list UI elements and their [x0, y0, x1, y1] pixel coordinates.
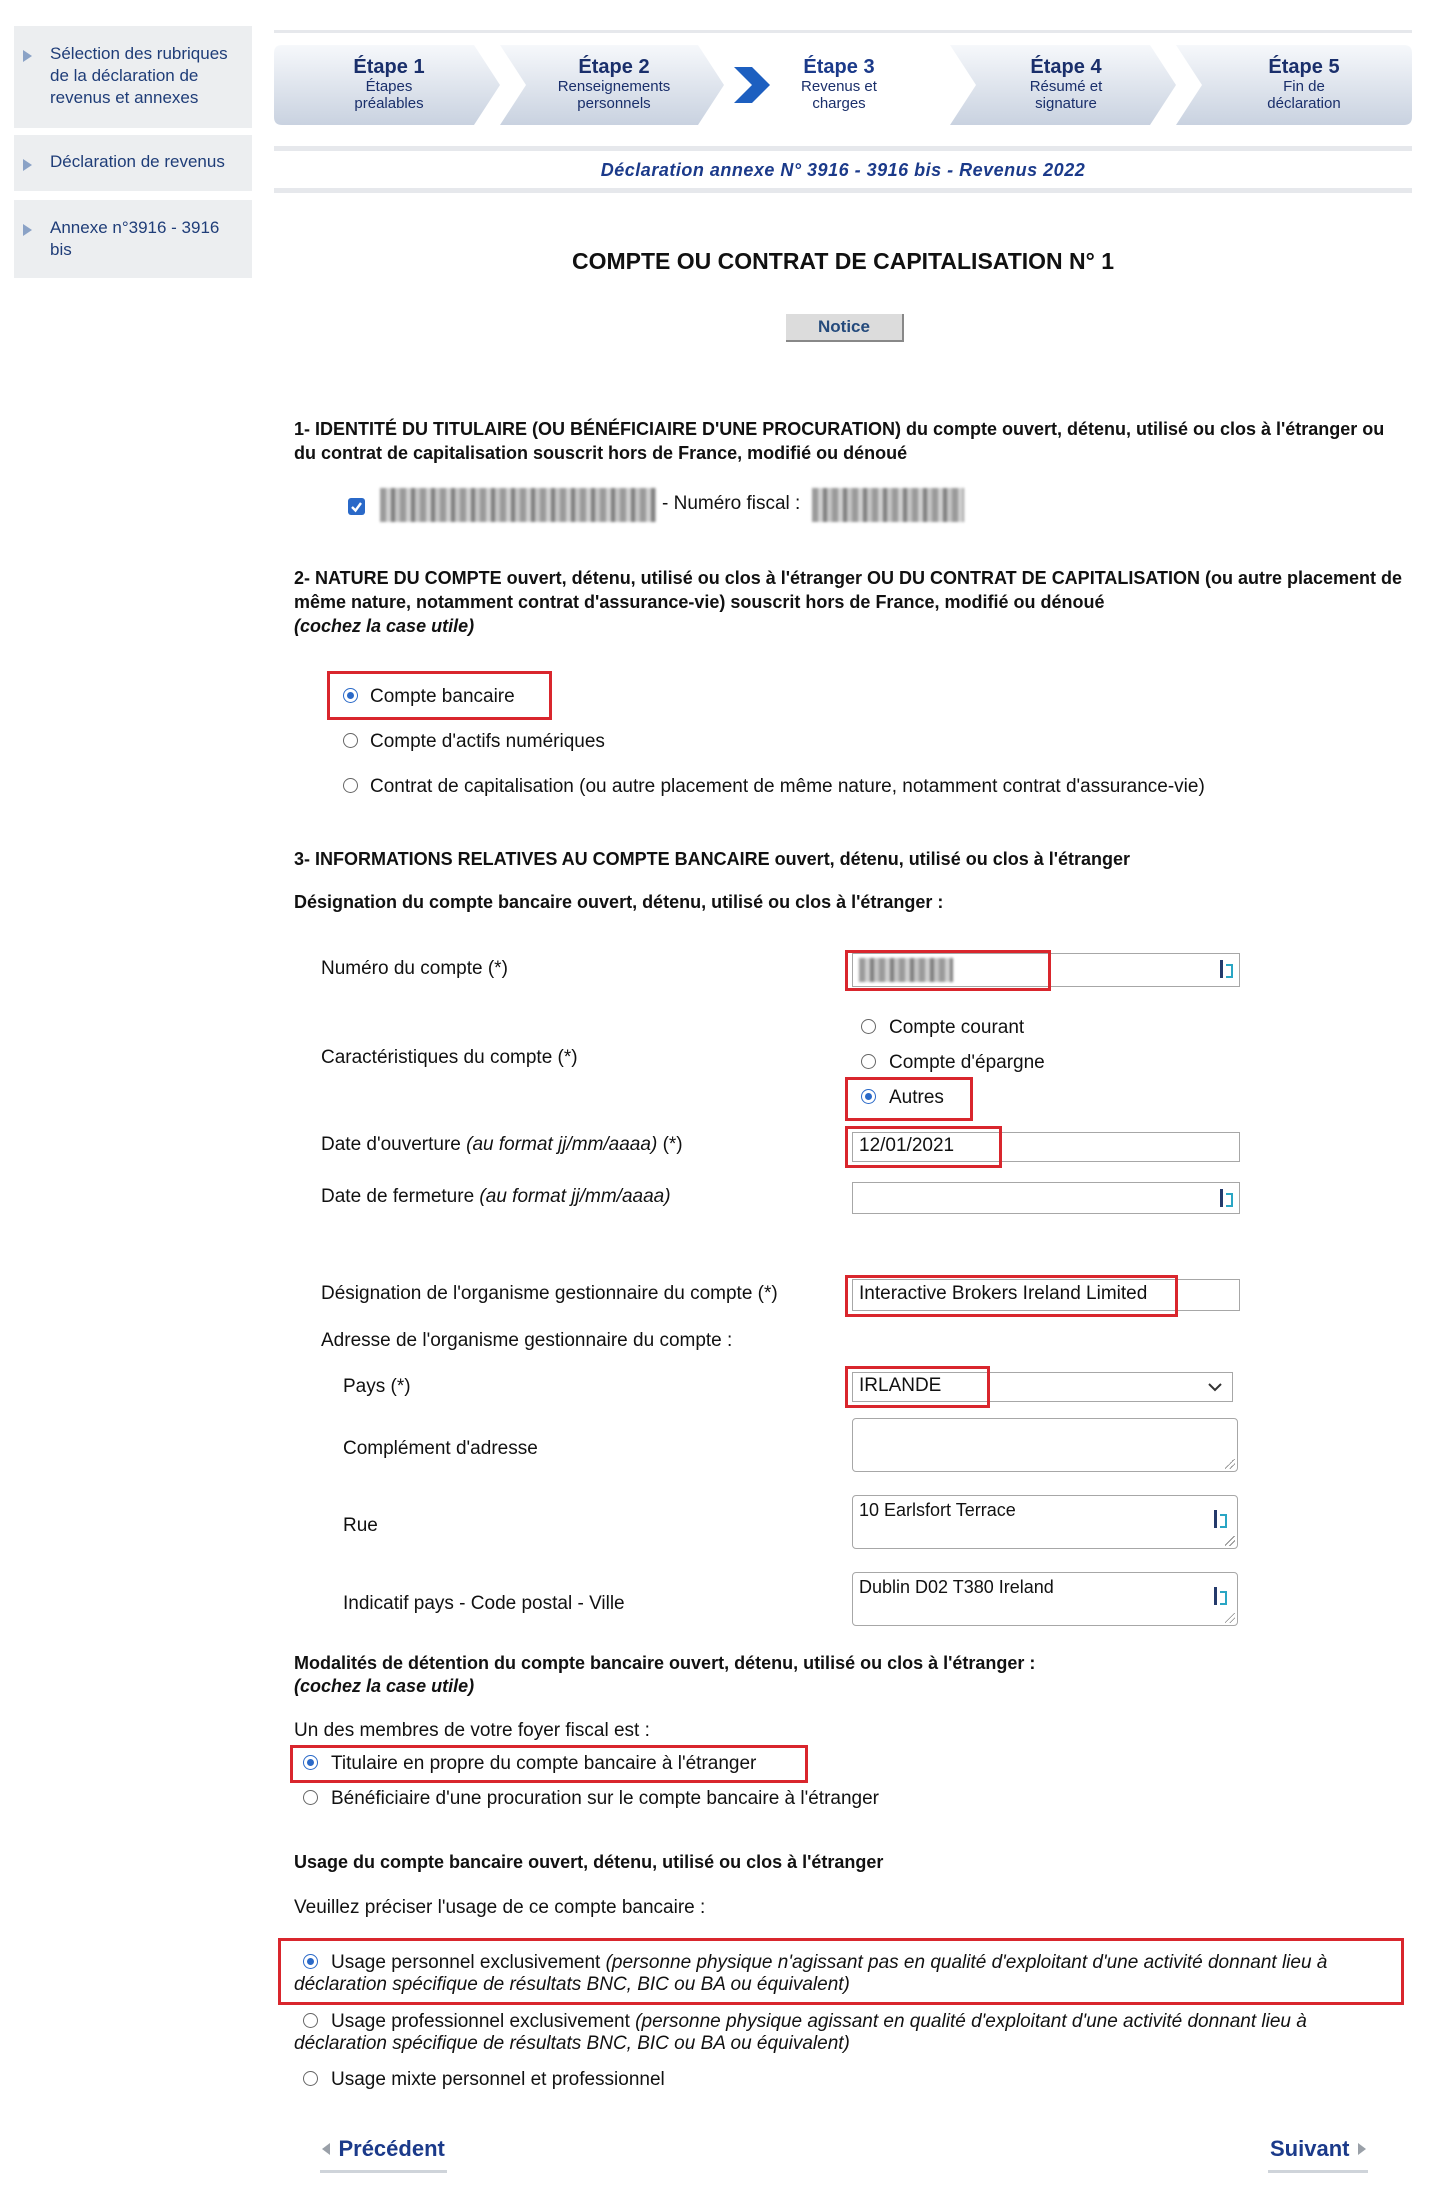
chevron-down-icon: [1208, 1383, 1222, 1392]
characteristics-option-label: Compte courant: [889, 1017, 1025, 1038]
fiscal-number-label: - Numéro fiscal :: [662, 493, 801, 514]
nature-option-label: Compte d'actifs numériques: [370, 731, 605, 752]
characteristics-radio-other[interactable]: [861, 1089, 876, 1104]
usage-option-text: Usage personnel exclusivement (personne physique n'agissant pas en qualité d'exploitant d'une activité donnant lieu à: [331, 1952, 1328, 1973]
street-label: Rue: [343, 1515, 378, 1536]
sidebar-item-label: Déclaration de revenus: [50, 152, 225, 171]
organism-field[interactable]: Interactive Brokers Ireland Limited: [852, 1279, 1240, 1311]
check-icon: [348, 498, 365, 515]
section-2-hint: (cochez la case utile): [294, 616, 475, 636]
sidebar-item-label: Annexe n°3916 - 3916 bis: [50, 218, 220, 259]
account-number-label: Numéro du compte (*): [321, 958, 508, 979]
divider: [274, 146, 1412, 151]
page-title: COMPTE OU CONTRAT DE CAPITALISATION N° 1: [571, 248, 1115, 274]
step-progress-bar: [274, 45, 1412, 125]
country-select[interactable]: IRLANDE: [852, 1372, 1233, 1402]
sidebar-item-annexe[interactable]: [14, 200, 252, 278]
usage-intro: Veuillez préciser l'usage de ce compte bancaire :: [294, 1897, 706, 1918]
declaration-title: Déclaration annexe N° 3916 - 3916 bis - Revenus 2022: [600, 160, 1086, 180]
city-label: Indicatif pays - Code postal - Ville: [343, 1593, 625, 1614]
next-button[interactable]: Suivant: [1268, 2136, 1368, 2173]
holding-title: Modalités de détention du compte bancaire ouvert, détenu, utilisé ou clos à l'étranger :: [294, 1653, 1036, 1673]
characteristics-option-label: Autres: [889, 1087, 944, 1108]
sidebar-item-declaration[interactable]: [14, 135, 252, 191]
resize-grip-icon[interactable]: [1225, 1613, 1235, 1623]
holding-radio-proxy[interactable]: [303, 1790, 318, 1805]
closing-date-field[interactable]: [852, 1182, 1240, 1214]
triangle-icon: [23, 159, 32, 171]
usage-option-detail: déclaration spécifique de résultats BNC, BIC ou BA ou équivalent): [294, 2033, 850, 2054]
holding-hint: (cochez la case utile): [294, 1676, 475, 1696]
nature-radio-capitalisation[interactable]: [343, 778, 358, 793]
address-label: Adresse de l'organisme gestionnaire du compte :: [321, 1330, 733, 1351]
holder-name-redacted: [380, 488, 656, 522]
previous-button[interactable]: Précédent: [320, 2136, 447, 2173]
step-5: Étape 5 Fin de déclaration: [1267, 56, 1341, 112]
complement-label: Complément d'adresse: [343, 1438, 538, 1459]
nature-radio-digital-assets[interactable]: [343, 733, 358, 748]
keyboard-icon[interactable]: [1219, 1189, 1233, 1207]
usage-radio-personal[interactable]: [303, 1954, 318, 1969]
opening-date-field[interactable]: 12/01/2021: [852, 1132, 1240, 1162]
sidebar-item-selection[interactable]: [14, 26, 252, 128]
highlight-box: [845, 1366, 990, 1408]
holder-checkbox[interactable]: [348, 498, 365, 515]
usage-radio-mixed[interactable]: [303, 2071, 318, 2086]
nature-radio-bank[interactable]: [343, 688, 358, 703]
step-4: Étape 4 Résumé et signature: [1029, 56, 1103, 112]
highlight-box: [845, 1275, 1178, 1317]
notice-button[interactable]: Notice: [786, 314, 904, 342]
highlight-box: [845, 950, 1051, 991]
characteristics-option-label: Compte d'épargne: [889, 1052, 1045, 1073]
sidebar-item-label: Sélection des rubriques de la déclaration de revenus et annexes: [50, 44, 228, 107]
usage-option-detail: déclaration spécifique de résultats BNC, BIC ou BA ou équivalent): [294, 1974, 850, 1995]
section-1-title: 1- IDENTITÉ DU TITULAIRE (OU BÉNÉFICIAIRE D'UNE PROCURATION) du compte ouvert, détenu, utilisé ou clos à l'étranger ou du contrat de capitalisation souscrit hors de France, modifié ou dénoué: [294, 419, 1385, 463]
triangle-icon: [23, 50, 32, 62]
country-label: Pays (*): [343, 1376, 411, 1397]
nature-option-label: Compte bancaire: [370, 686, 515, 707]
step-2: Étape 2 Renseignements personnels: [557, 56, 671, 112]
nature-option-label: Contrat de capitalisation (ou autre placement de même nature, notamment contrat d'assurance-vie): [370, 776, 1205, 797]
usage-option-text: Usage professionnel exclusivement (personne physique agissant en qualité d'exploitant d'une activité donnant lieu à: [331, 2011, 1307, 2032]
holding-option-label: Bénéficiaire d'une procuration sur le compte bancaire à l'étranger: [331, 1788, 880, 1809]
top-divider: [274, 30, 1412, 33]
closing-date-label: Date de fermeture (au format jj/mm/aaaa): [321, 1186, 671, 1207]
usage-title: Usage du compte bancaire ouvert, détenu, utilisé ou clos à l'étranger: [294, 1852, 884, 1872]
keyboard-icon[interactable]: [1213, 1510, 1227, 1528]
chevron-left-icon: [322, 2143, 330, 2155]
usage-radio-professional[interactable]: [303, 2013, 318, 2028]
characteristics-radio-current[interactable]: [861, 1019, 876, 1034]
usage-option-label: Usage mixte personnel et professionnel: [331, 2069, 665, 2090]
street-field[interactable]: 10 Earlsfort Terrace: [852, 1495, 1238, 1549]
step-3: Étape 3 Revenus et charges: [801, 56, 877, 112]
fiscal-number-redacted: [812, 488, 964, 522]
opening-date-label: Date d'ouverture (au format jj/mm/aaaa) (*): [321, 1134, 683, 1155]
keyboard-icon[interactable]: [1213, 1587, 1227, 1605]
organism-label: Désignation de l'organisme gestionnaire du compte (*): [321, 1283, 778, 1304]
step-1: Étape 1 Étapes préalables: [353, 56, 425, 112]
triangle-icon: [23, 224, 32, 236]
holding-radio-owner[interactable]: [303, 1755, 318, 1770]
city-field[interactable]: Dublin D02 T380 Ireland: [852, 1572, 1238, 1626]
characteristics-radio-savings[interactable]: [861, 1054, 876, 1069]
complement-field[interactable]: [852, 1418, 1238, 1472]
holding-option-label: Titulaire en propre du compte bancaire à l'étranger: [331, 1753, 757, 1774]
section-2-title: 2- NATURE DU COMPTE ouvert, détenu, utilisé ou clos à l'étranger OU DU CONTRAT DE CAPITALISATION (ou autre placement de même nature, notamment contrat d'assurance-vie) souscrit hors de France, modifié ou dénoué: [294, 568, 1403, 612]
section-3-title: 3- INFORMATIONS RELATIVES AU COMPTE BANCAIRE ouvert, détenu, utilisé ou clos à l'étranger: [294, 849, 1131, 869]
designation-title: Désignation du compte bancaire ouvert, détenu, utilisé ou clos à l'étranger :: [294, 892, 944, 912]
divider: [274, 188, 1412, 193]
resize-grip-icon[interactable]: [1225, 1536, 1235, 1546]
highlight-box: [845, 1126, 1002, 1168]
characteristics-label: Caractéristiques du compte (*): [321, 1047, 578, 1068]
holding-intro: Un des membres de votre foyer fiscal est :: [294, 1720, 650, 1741]
keyboard-icon[interactable]: [1219, 960, 1233, 978]
resize-grip-icon[interactable]: [1225, 1459, 1235, 1469]
chevron-right-icon: [1358, 2143, 1366, 2155]
